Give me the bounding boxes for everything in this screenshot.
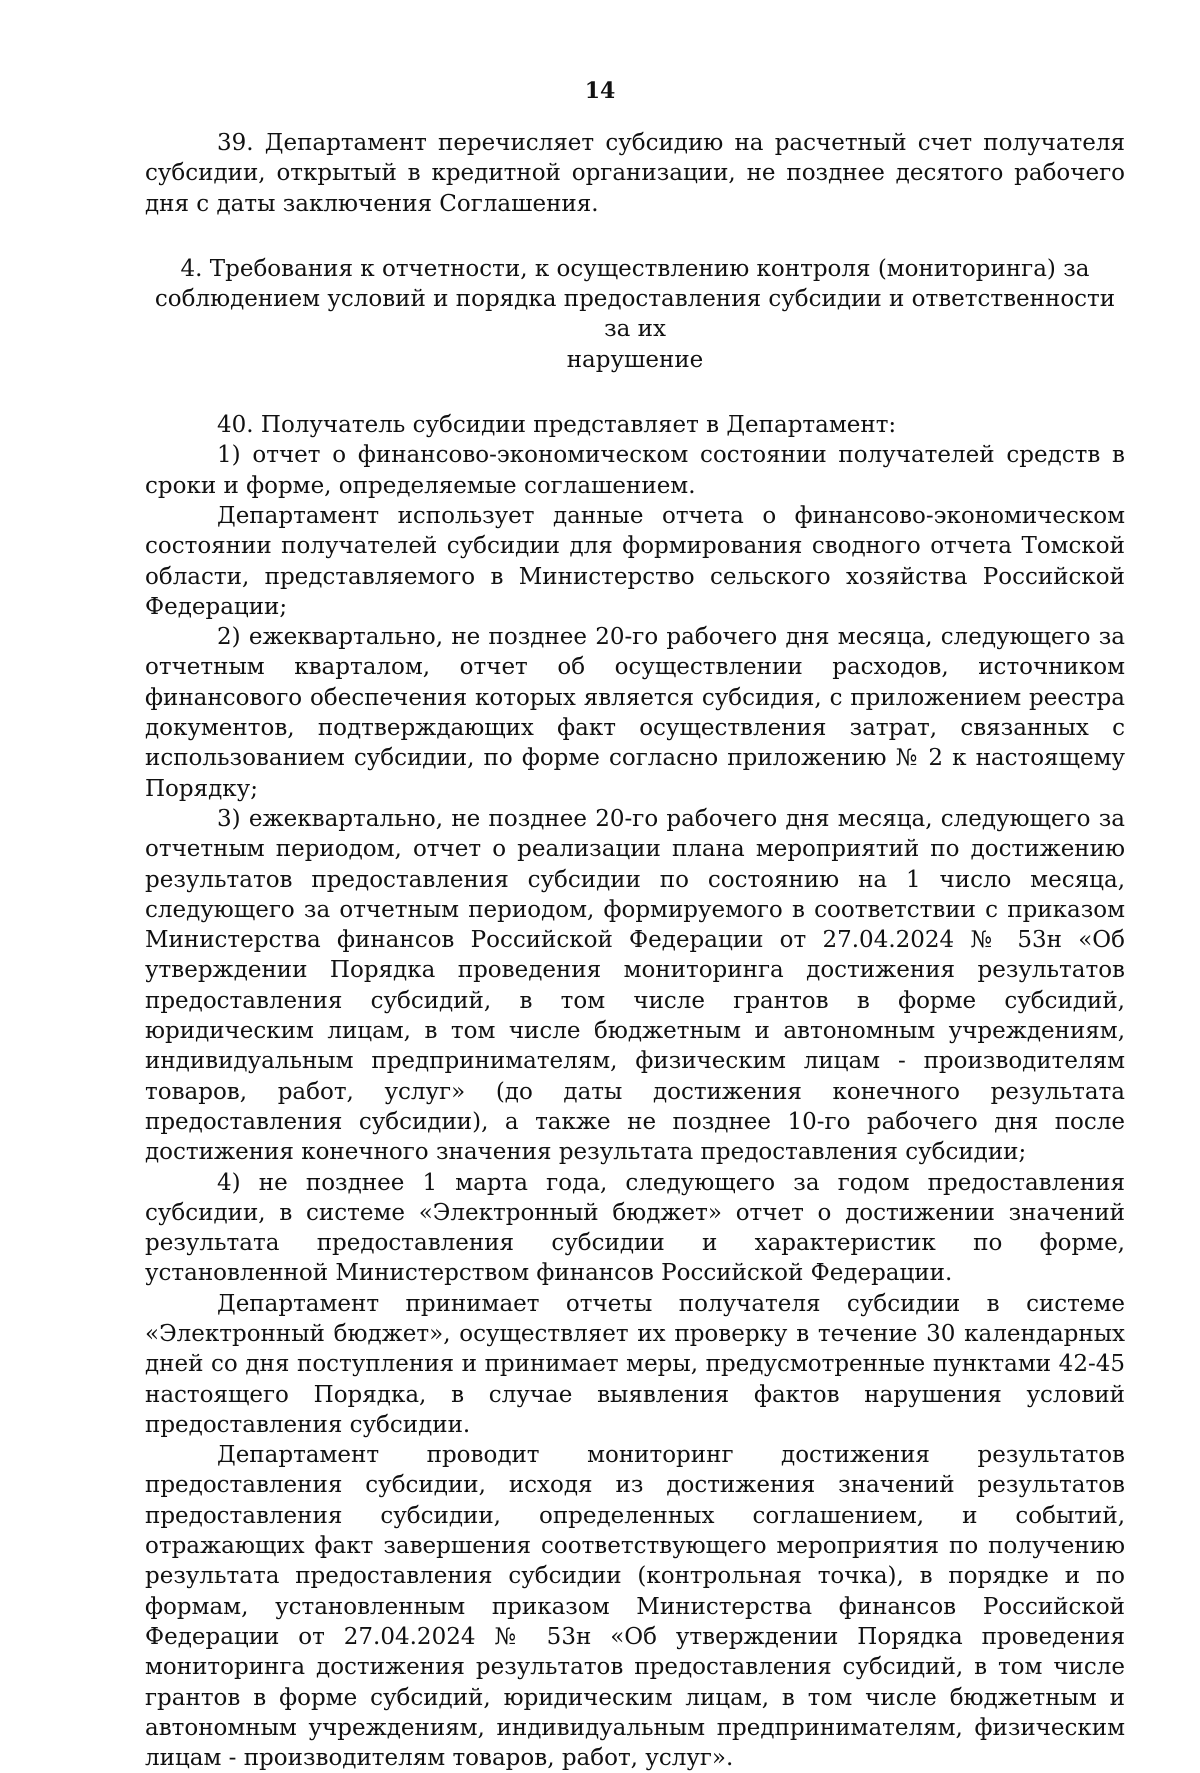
- paragraph-39: 39. Департамент перечисляет субсидию на расчетный счет получателя субсидии, открытый в кредитной организации, не позднее десятого рабочего дня с даты заключения Соглашения.: [145, 130, 1125, 217]
- paragraph-report-acceptance: Департамент принимает отчеты получателя субсидии в системе «Электронный бюджет», осуществляет их проверку в течение 30 календарных дней со дня поступления и принимает меры, предусмотренные пунктами 42-45 настоящего Порядка, в случае выявления фактов нарушения условий предоставления субсидии.: [145, 1290, 1125, 1438]
- section-heading-line-1: 4. Требования к отчетности, к осуществлению контроля (мониторинга) за: [180, 255, 1090, 282]
- paragraph-40-item-4: 4) не позднее 1 марта года, следующего за годом предоставления субсидии, в системе «Электронный бюджет» отчет о достижении значений результата предоставления субсидии и характеристик по форме, установленной Министерством финансов Российской Федерации.: [145, 1169, 1125, 1287]
- section-heading: [145, 254, 1125, 375]
- page-number: 14: [584, 78, 616, 104]
- paragraph-monitoring: Департамент проводит мониторинг достижения результатов предоставления субсидии, исходя из достижения значений результатов предоставления субсидии, определенных соглашением, и событий, отражающих факт завершения соответствующего мероприятия по получению результата предоставления субсидии (контрольная точка), в порядке и по формам, установленным приказом Министерства финансов Российской Федерации от 27.04.2024 № 53н «Об утверждении Порядка проведения мониторинга достижения результатов предоставления субсидий, в том числе грантов в форме субсидий, юридическим лицам, в том числе бюджетным и автономным учреждениям, индивидуальным предпринимателям, физическим лицам - производителям товаров, работ, услуг».: [145, 1442, 1125, 1772]
- section-heading-line-3: нарушение: [566, 346, 704, 373]
- document-body: [145, 128, 1125, 1773]
- paragraph-40-item-2: 2) ежеквартально, не позднее 20-го рабочего дня месяца, следующего за отчетным кварталом, отчет об осуществлении расходов, источником финансового обеспечения которых является субсидия, с приложением реестра документов, подтверждающих факт осуществления затрат, связанных с использованием субсидии, по форме согласно приложению № 2 к настоящему Порядку;: [145, 624, 1125, 802]
- section-heading-line-2: соблюдением условий и порядка предоставления субсидии и ответственности за их: [154, 286, 1116, 343]
- paragraph-40-item-3: 3) ежеквартально, не позднее 20-го рабочего дня месяца, следующего за отчетным периодом, отчет о реализации плана мероприятий по достижению результатов предоставления субсидии по состоянию на 1 число месяца, следующего за отчетным периодом, формируемого в соответствии с приказом Министерства финансов Российской Федерации от 27.04.2024 № 53н «Об утверждении Порядка проведения мониторинга достижения результатов предоставления субсидий, в том числе грантов в форме субсидий, юридическим лицам, в том числе бюджетным и автономным учреждениям, индивидуальным предпринимателям, физическим лицам - производителям товаров, работ, услуг» (до даты достижения конечного результата предоставления субсидии), а также не позднее 10-го рабочего дня после достижения конечного значения результата предоставления субсидии;: [145, 805, 1125, 1166]
- paragraph-40-item-1-note: Департамент использует данные отчета о финансово-экономическом состоянии получателей субсидии для формирования сводного отчета Томской области, представляемого в Министерство сельского хозяйства Российской Федерации;: [145, 502, 1125, 620]
- paragraph-40: 40. Получатель субсидии представляет в Департамент:: [217, 412, 897, 439]
- paragraph-40-item-1: 1) отчет о финансово-экономическом состоянии получателей средств в сроки и форме, определяемые соглашением.: [145, 442, 1125, 499]
